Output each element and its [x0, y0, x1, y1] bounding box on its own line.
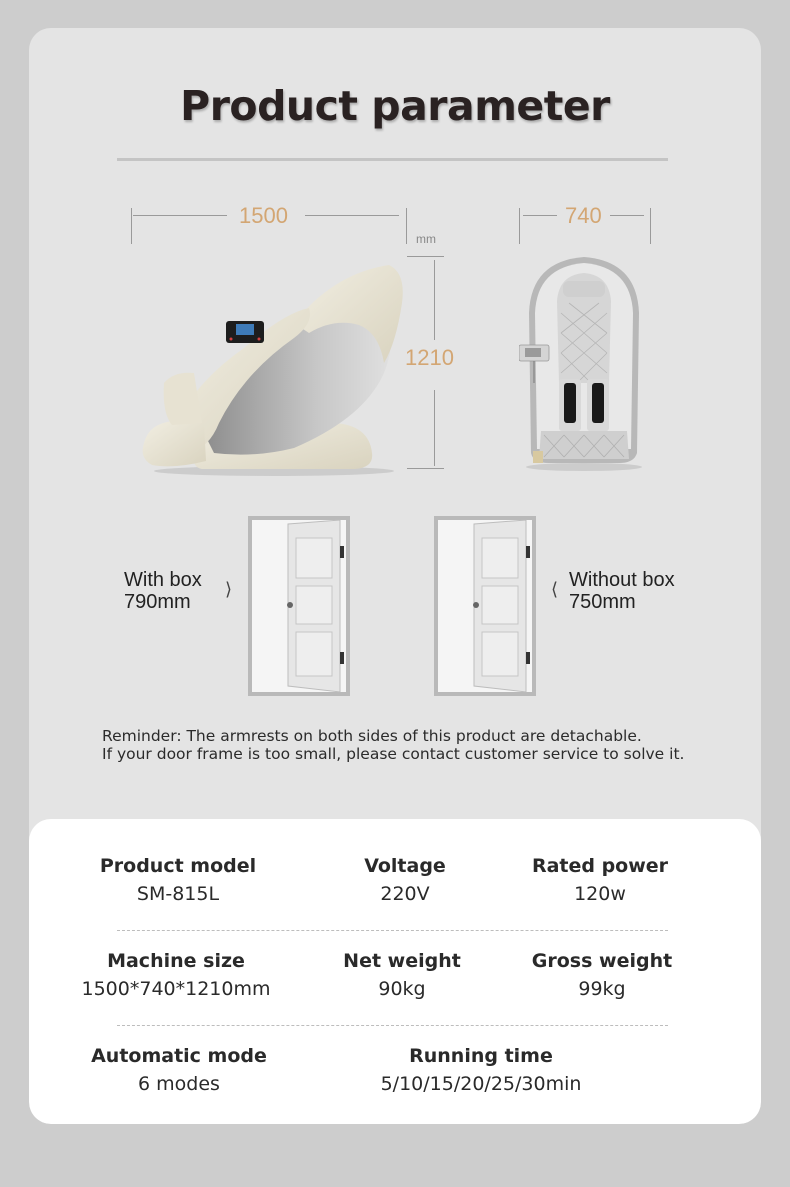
with-box-label	[124, 569, 202, 613]
page-title: Product parameter	[180, 82, 610, 130]
spec-gross-weight	[492, 950, 712, 1000]
spec-divider	[117, 930, 668, 931]
spec-value: 220V	[380, 883, 430, 905]
length-dimension-line-left	[133, 215, 227, 216]
spec-value: 120w	[574, 883, 626, 905]
spec-value: 6 modes	[138, 1073, 220, 1095]
chevron-left-icon: ⟨	[551, 579, 559, 600]
product-parameter-card	[29, 28, 761, 1124]
height-tick-top	[407, 256, 444, 257]
spec-label: Rated power	[531, 855, 669, 877]
spec-label: Gross weight	[531, 950, 673, 972]
length-dimension-line-right	[305, 215, 399, 216]
specs-panel	[29, 819, 761, 1124]
dimension-unit: mm	[416, 232, 436, 246]
with-box-value: 790mm	[124, 591, 191, 613]
width-tick-right	[650, 208, 651, 244]
spec-machine-size	[66, 950, 286, 1000]
width-tick-left	[519, 208, 520, 244]
spec-label: Automatic mode	[91, 1045, 267, 1067]
chair-side-view-image	[134, 253, 409, 478]
without-box-value: 750mm	[569, 591, 636, 613]
length-dimension: 1500	[239, 203, 288, 228]
height-dimension-line-top	[434, 260, 435, 340]
spec-value: 99kg	[578, 978, 626, 1000]
spec-label: Machine size	[107, 950, 245, 972]
width-dimension-line-left	[523, 215, 557, 216]
spec-label: Product model	[99, 855, 257, 877]
spec-automatic-mode	[69, 1045, 289, 1095]
reminder-text	[102, 727, 684, 763]
height-dimension: 1210	[405, 345, 454, 370]
reminder-line-2: If your door frame is too small, please contact customer service to solve it.	[102, 745, 685, 763]
spec-product-model	[68, 855, 288, 905]
spec-net-weight	[292, 950, 512, 1000]
spec-value: SM-815L	[136, 883, 220, 905]
door-with-box-image	[248, 516, 350, 696]
chevron-right-icon: ⟩	[225, 579, 233, 600]
height-dimension-line-bottom	[434, 390, 435, 466]
spec-voltage	[295, 855, 515, 905]
spec-divider	[117, 1025, 668, 1026]
spec-value: 5/10/15/20/25/30min	[380, 1073, 582, 1095]
width-dimension-line-right	[610, 215, 644, 216]
spec-rated-power	[490, 855, 710, 905]
length-tick-right	[406, 208, 407, 244]
spec-label: Net weight	[343, 950, 461, 972]
without-box-title: Without box	[569, 569, 675, 591]
spec-label: Running time	[409, 1045, 553, 1067]
spec-value: 1500*740*1210mm	[81, 978, 271, 1000]
reminder-line-1: Reminder: The armrests on both sides of this product are detachable.	[102, 727, 642, 745]
spec-running-time	[361, 1045, 601, 1095]
door-without-box-image	[434, 516, 536, 696]
title-divider	[117, 158, 668, 161]
with-box-title: With box	[124, 569, 202, 591]
width-dimension: 740	[565, 203, 602, 228]
length-tick-left	[131, 208, 132, 244]
chair-front-view-image	[519, 253, 649, 473]
without-box-label	[569, 569, 675, 613]
height-tick-bottom	[407, 468, 444, 469]
spec-value: 90kg	[378, 978, 426, 1000]
spec-label: Voltage	[364, 855, 446, 877]
